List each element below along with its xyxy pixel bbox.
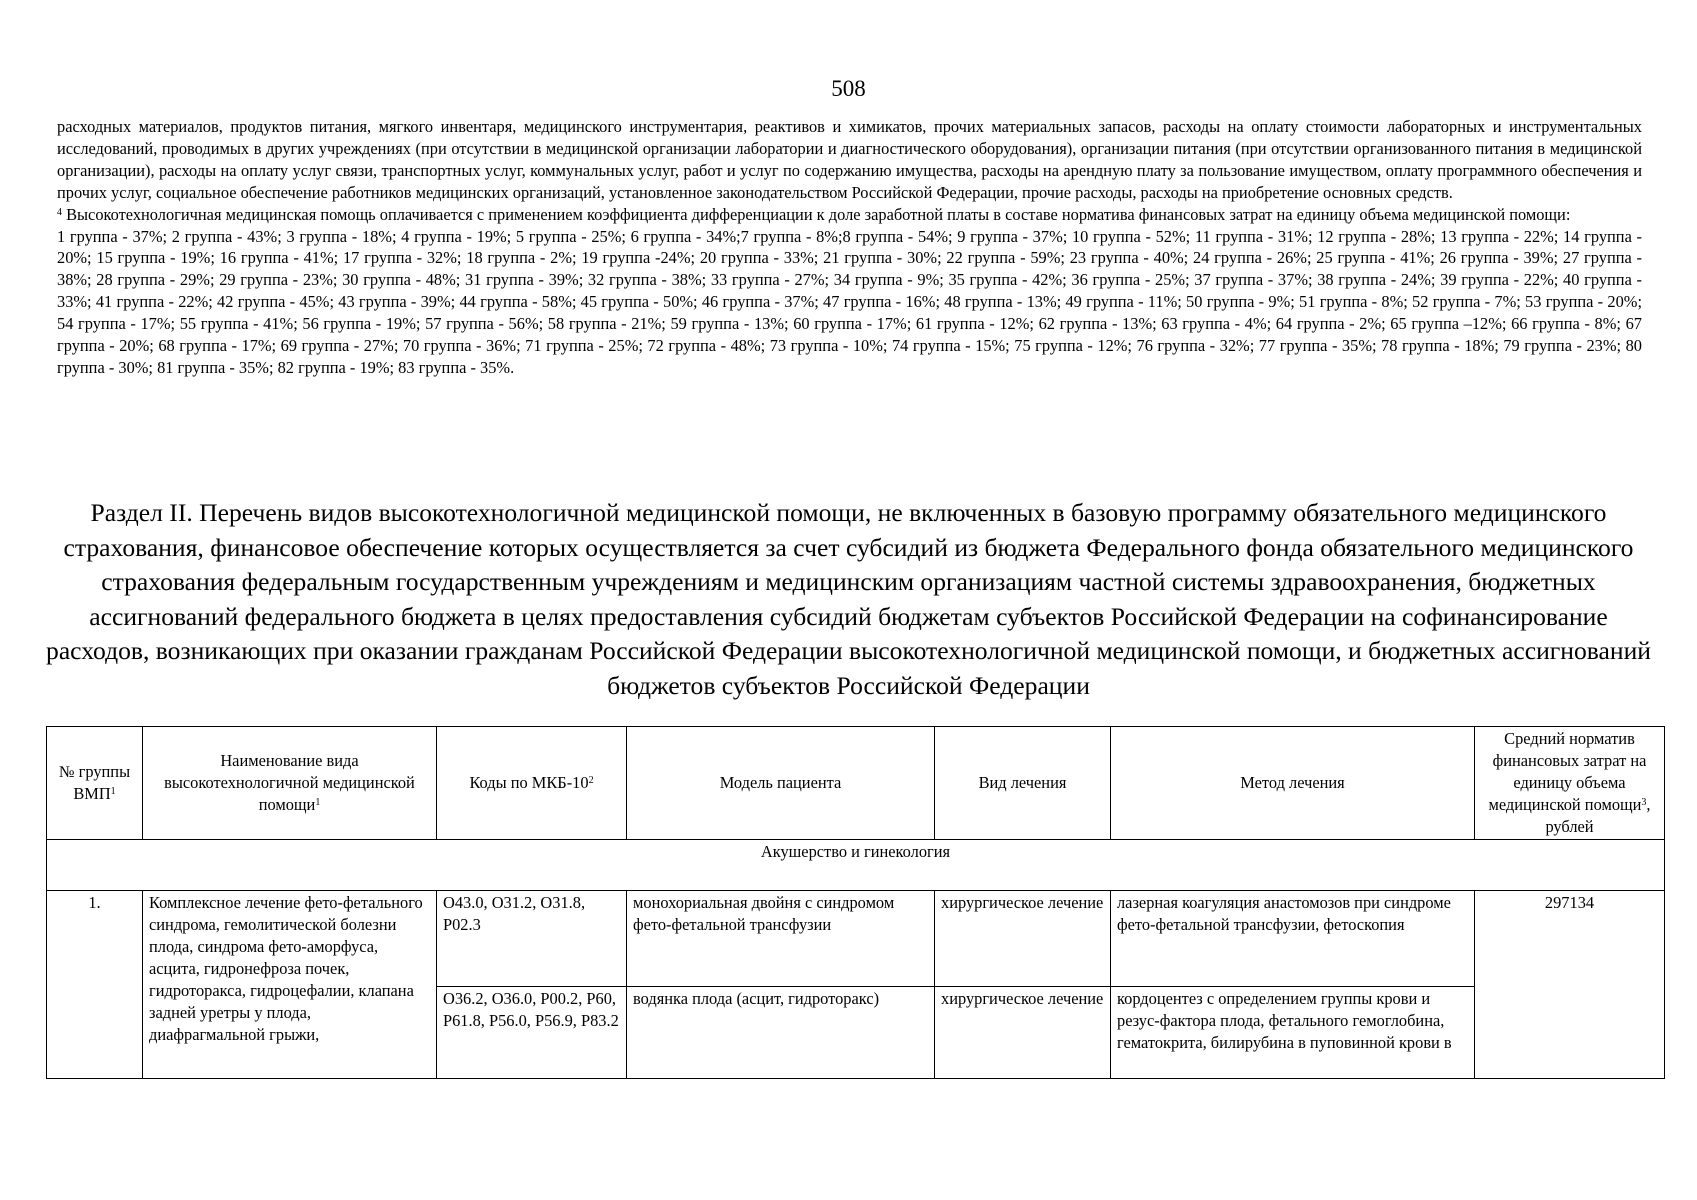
cell-treatment-method: кордоцентез с определением группы крови и резус-фактора плода, фетального гемоглобина, гематокрита, билирубина в пуповинной крови в	[1111, 987, 1475, 1079]
section-obstetrics-gynecology: Акушерство и гинекология	[47, 840, 1665, 891]
page-number: 508	[831, 76, 866, 101]
vmp-table	[46, 726, 1665, 1079]
cell-care-type-name: Комплексное лечение фето-фетального синдрома, гемолитической болезни плода, синдрома фето-аморфуса, асцита, гидронефроза почек, гидроторакса, гидроцефалии, клапана задней уретры у плода, диафрагмальной грыжи,	[143, 891, 437, 1079]
cell-icd-codes: O43.0, O31.2, O31.8, P02.3	[437, 891, 627, 987]
footnote-continuation: расходных материалов, продуктов питания, мягкого инвентаря, медицинского инструментария, реактивов и химикатов, прочих материальных запасов, расходы на оплату стоимости лабораторных и инструментальных исследований, проводимых в других учреждениях (при отсутствии в медицинской организации лаборатории и диагностического оборудования), организации питания (при отсутствии организованного питания в медицинской организации), расходы на оплату услуг связи, транспортных услуг, коммунальных услуг, работ и услуг по содержанию имущества, расходы на арендную плату за пользование имуществом, оплату программного обеспечения и прочих услуг, социальное обеспечение работников медицинских организаций, установленное законодательством Российской Федерации, прочие расходы, расходы на приобретение основных средств.	[57, 117, 1642, 202]
cell-patient-model: монохориальная двойня с синдромом фето-фетальной трансфузии	[627, 891, 935, 987]
cell-icd-codes: O36.2, O36.0, P00.2, P60, P61.8, P56.0, P56.9, P83.2	[437, 987, 627, 1079]
section-title: Раздел II. Перечень видов высокотехнологичной медицинской помощи, не включенных в базовую программу обязательного медицинского страхования, финансовое обеспечение которых осуществляется за счет субсидий из бюджета Федерального фонда обязательного медицинского страхования федеральным государственным учреждениям и медицинским организациям частной системы здравоохранения, бюджетных ассигнований федерального бюджета в целях предоставления субсидий бюджетам субъектов Российской Федерации на софинансирование расходов, возникающих при оказании гражданам Российской Федерации высокотехнологичной медицинской помощи, и бюджетных ассигнований бюджетов субъектов Российской Федерации	[46, 498, 1651, 700]
header-treatment-method: Метод лечения	[1111, 727, 1475, 840]
header-patient-model: Модель пациента	[627, 727, 935, 840]
footnote-4-marker: 4	[57, 206, 62, 218]
cell-average-cost: 297134	[1475, 891, 1665, 1079]
cell-patient-model: водянка плода (асцит, гидроторакс)	[627, 987, 935, 1079]
cell-group-number: 1.	[47, 891, 143, 1079]
footnote-4	[57, 204, 1642, 226]
footnotes-block	[57, 116, 1642, 379]
group-coefficients-list: 1 группа - 37%; 2 группа - 43%; 3 группа - 18%; 4 группа - 19%; 5 группа - 25%; 6 группа - 34%;7 группа - 8%;8 группа - 54%; 9 группа - 37%; 10 группа - 52%; 11 группа - 31%; 12 группа - 28%; 13 группа - 22%; 14 группа - 20%; 15 группа - 19%; 16 группа - 41%; 17 группа - 32%; 18 группа - 2%; 19 группа -24%; 20 группа - 33%; 21 группа - 30%; 22 группа - 59%; 23 группа - 40%; 24 группа - 26%; 25 группа - 41%; 26 группа - 39%; 27 группа - 38%; 28 группа - 29%; 29 группа - 23%; 30 группа - 48%; 31 группа - 39%; 32 группа - 38%; 33 группа - 27%; 34 группа - 9%; 35 группа - 42%; 36 группа - 25%; 37 группа - 37%; 38 группа - 24%; 39 группа - 22%; 40 группа - 33%; 41 группа - 22%; 42 группа - 45%; 43 группа - 39%; 44 группа - 58%; 45 группа - 50%; 46 группа - 37%; 47 группа - 16%; 48 группа - 13%; 49 группа - 11%; 50 группа - 9%; 51 группа - 8%; 52 группа - 7%; 53 группа - 20%; 54 группа - 17%; 55 группа - 41%; 56 группа - 19%; 57 группа - 56%; 58 группа - 21%; 59 группа - 13%; 60 группа - 17%; 61 группа - 12%; 62 группа - 13%; 63 группа - 4%; 64 группа - 2%; 65 группа –12%; 66 группа - 8%; 67 группа - 20%; 68 группа - 17%; 69 группа - 27%; 70 группа - 36%; 71 группа - 25%; 72 группа - 48%; 73 группа - 10%; 74 группа - 15%; 75 группа - 12%; 76 группа - 32%; 77 группа - 35%; 78 группа - 18%; 79 группа - 23%; 80 группа - 30%; 81 группа - 35%; 82 группа - 19%; 83 группа - 35%.	[57, 226, 1642, 377]
footnote-4-text: Высокотехнологичная медицинская помощь оплачивается с применением коэффициента дифференциации к доле заработной платы в составе норматива финансовых затрат на единицу объема медицинской помощи:	[62, 204, 1571, 224]
cell-treatment-type: хирургическое лечение	[935, 987, 1111, 1079]
table-row	[47, 891, 1665, 987]
table-header-row	[47, 727, 1665, 840]
header-treatment-type: Вид лечения	[935, 727, 1111, 840]
table-section-row	[47, 840, 1665, 891]
header-care-type-name: Наименование вида высокотехнологичной медицинской помощи$^1$	[143, 727, 437, 840]
header-icd-codes: Коды по МКБ-$10^2$	[437, 727, 627, 840]
cell-treatment-type: хирургическое лечение	[935, 891, 1111, 987]
header-group-number: № группы ВМП$^1$	[47, 727, 143, 840]
cell-treatment-method: лазерная коагуляция анастомозов при синдроме фето-фетальной трансфузии, фетоскопия	[1111, 891, 1475, 987]
header-average-cost: Средний норматив финансовых затрат на единицу объема медицинской помощи$^3$, рублей	[1475, 727, 1665, 840]
